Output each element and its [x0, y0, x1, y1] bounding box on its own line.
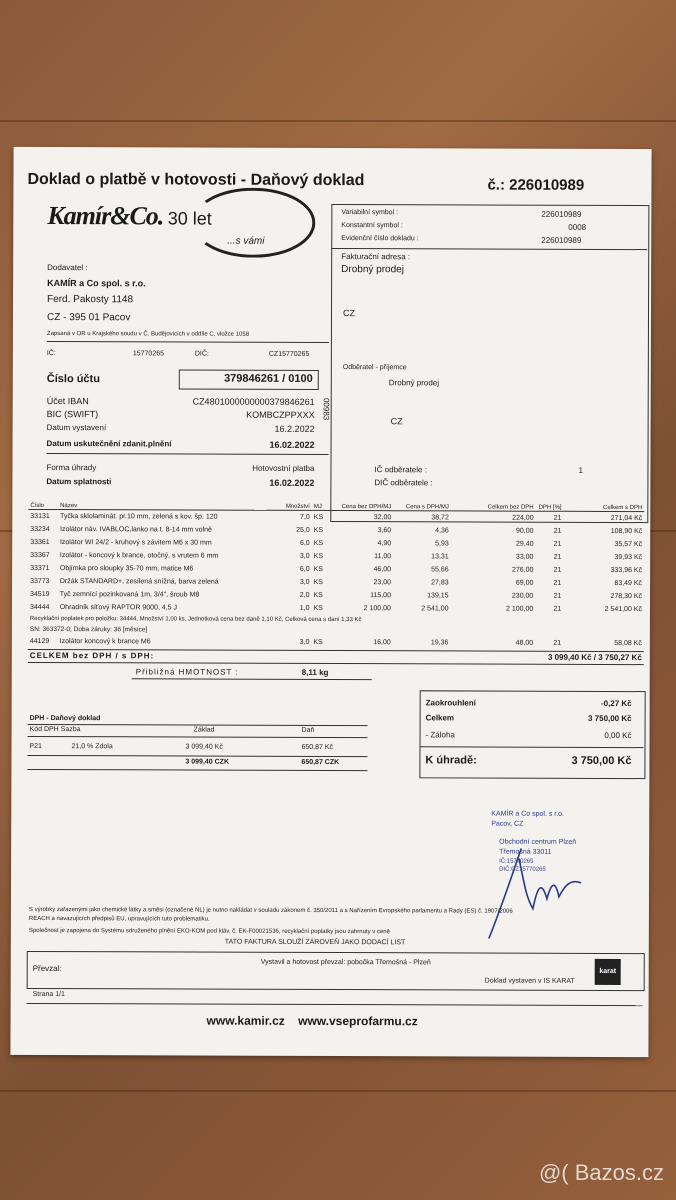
item-qty: 3,0 [299, 638, 310, 646]
payment-form: Hotovostní platba [252, 463, 315, 473]
vat-code: P21 [29, 742, 42, 750]
item-code: 34519 [30, 590, 50, 599]
item-price-inc: 5,93 [435, 540, 449, 548]
item-vat: 21 [553, 605, 562, 613]
item-total-inc: 39,93 Kč [614, 553, 643, 562]
rounding: -0,27 Kč [600, 698, 632, 709]
item-price-ex: 4,90 [377, 540, 392, 548]
legal-text-2: REACH a navazujících předpisů EU, upravujících tuto problematiku. [28, 915, 210, 923]
stamp-line5: IČ:15770265 [499, 858, 534, 865]
supplier-register: Zapsaná v OR u Krajského soudu v Č. Budějovicích v oddíle C, vložce 1058 [46, 331, 250, 338]
item-total-ex: 29,40 [515, 540, 534, 548]
document-title: Doklad o platbě v hotovosti - Daňový doklad [27, 170, 365, 190]
payment-form-label: Forma úhrady [46, 463, 97, 473]
item-code: 33367 [30, 551, 50, 560]
bazos-watermark: @( Bazos.cz [538, 1160, 664, 1185]
deposit-label: - Záloha [425, 730, 455, 740]
logo-years: 30 let [167, 208, 212, 229]
item-qty: 2,0 [299, 591, 310, 599]
item-total-ex: 69,00 [515, 579, 534, 587]
due-date-label: Datum splatnosti [46, 477, 112, 487]
rounding-label: Zaokrouhlení [425, 698, 476, 708]
stamp-line6: DIČ:CZ15770265 [499, 866, 546, 873]
item-price-ex: 2 100,00 [363, 605, 391, 613]
total: 3 750,00 Kč [587, 713, 632, 724]
delivery-note: TATO FAKTURA SLOUŽÍ ZÁROVEŇ JAKO DODACÍ LIST [224, 938, 406, 947]
item-code: 33371 [30, 564, 50, 573]
item-vat: 21 [553, 592, 562, 600]
vat-sum-base: 3 099,40 CZK [185, 758, 230, 766]
amount-due: 3 750,00 Kč [571, 754, 632, 768]
supplier-ic-label: IČ: [46, 350, 56, 358]
item-price-inc: 19,36 [430, 639, 449, 647]
variable-symbol-label: Variabilní symbol : [341, 209, 399, 217]
item-name: Ohradník síťový RAPTOR 9000, 4,5 J [59, 604, 178, 612]
item-vat: 21 [553, 514, 562, 522]
item-unit: KS [313, 513, 324, 521]
item-total-ex: 90,00 [516, 527, 534, 535]
item-qty: 3,0 [299, 552, 310, 560]
logo-brand: Kamír&Co. [47, 201, 164, 231]
system-note: Doklad vystaven v IS KARAT [484, 977, 575, 985]
supplier-ic: 15770265 [132, 350, 165, 358]
totals-amount: 3 099,40 Kč / 3 750,27 Kč [547, 652, 642, 663]
receiver-label: Převzal: [32, 963, 62, 974]
page-number: Strana 1/1 [32, 990, 65, 999]
karat-logo: karat [595, 959, 621, 985]
item-vat: 21 [553, 527, 562, 535]
item-code: 33773 [30, 577, 50, 586]
billing-name: Drobný prodej [341, 264, 404, 276]
item-name: Objímka pro sloupky 35-70 mm, matice M6 [59, 565, 194, 573]
item-qty: 7,0 [300, 513, 310, 521]
item-price-ex: 16,00 [373, 639, 391, 647]
col-code: Číslo [28, 493, 58, 510]
item-unit: KS [313, 565, 323, 573]
invoice-paper [10, 147, 651, 1057]
stamp-line4: Třemošná 33011 [499, 848, 552, 856]
customer-name: Drobný prodej [388, 378, 440, 388]
issued-by: Vystavil a hotovost převzal: pobočka Třemošná - Plzeň [260, 958, 431, 967]
items-table [28, 493, 645, 650]
item-name: Tyč zemnící pozinkovaná 1m, 3/4", šroub M8 [59, 591, 200, 599]
item-qty: 6,0 [299, 539, 310, 547]
item-price-inc: 55,66 [431, 566, 449, 574]
item-total-ex: 224,00 [512, 514, 534, 522]
bic: KOMBCZPPXXX [246, 409, 315, 420]
item-total-inc: 2 541,00 Kč [604, 605, 642, 614]
item-price-ex: 46,00 [373, 566, 392, 574]
customer-dic-label: DIČ odběratele : [374, 478, 433, 488]
taxable-date-label: Datum uskutečnění zdanit.plnění [46, 439, 172, 449]
iban-label: Účet IBAN [46, 396, 89, 407]
iban: CZ4801000000000379846261 [192, 396, 315, 407]
item-price-ex: 23,00 [373, 579, 392, 587]
legal-text-1: S výrobky zařazenými jako chemické látky a směsi (označené NL) je nutno nakládat v souladu zákonem č. 350/2011 a s Nařízením Evropského parlamentu a Rady (ES) č. 1907/2006 [28, 906, 513, 915]
deposit: 0,00 Kč [604, 730, 632, 741]
item-total-ex: 276,00 [511, 566, 534, 574]
stamp-line1: KAMÍR a Co spol. s r.o. [491, 810, 565, 818]
signature [481, 839, 591, 949]
legal-text-3: Společnost je zapojena do Systému sdruženého plnění EKO-KOM pod kláv. č. EK-F00021536, recyklační poplatky jsou zahrnuty v ceně [28, 927, 390, 936]
item-name: Izolátor WI 24/2 - kruhový s závitem M6 x 30 mm [59, 539, 212, 547]
item-price-inc: 38,72 [431, 514, 449, 522]
customer-ic: 1 [578, 465, 583, 475]
item-code: 33131 [30, 512, 50, 521]
item-qty: 25,0 [296, 526, 310, 534]
amount-due-label: K úhradě: [425, 754, 477, 767]
item-total-ex: 48,00 [515, 639, 534, 647]
item-price-ex: 115,00 [370, 592, 391, 600]
item-code: 44129 [29, 637, 50, 646]
issued-date: 16.2.2022 [274, 423, 315, 434]
item-price-inc: 2 541,00 [421, 605, 449, 613]
item-unit: KS [313, 526, 324, 534]
item-total-inc: 58,08 Kč [614, 639, 642, 648]
document-number: č.: 226010989 [487, 176, 585, 194]
stamp-line2: Pacov, CZ [491, 820, 524, 828]
item-unit: KS [313, 591, 323, 599]
item-name: Tyčka sklolaminát. pr.10 mm, zelená s kov. šp. 120 [60, 513, 218, 521]
item-vat: 21 [553, 553, 562, 561]
vat-header-tax: Daň [301, 726, 315, 734]
supplier-city: CZ - 395 01 Pacov [46, 312, 131, 324]
item-total-inc: 108,90 Kč [610, 527, 643, 536]
vat-header-base: Základ [193, 726, 215, 734]
item-qty: 6,0 [299, 565, 310, 573]
evidence-number: 226010989 [541, 235, 582, 245]
supplier-name: KAMÍR a Co spol. s r.o. [47, 278, 146, 289]
company-logo [47, 201, 212, 232]
item-unit: KS [313, 578, 323, 586]
item-total-ex: 2 100,00 [506, 605, 534, 613]
item-unit: KS [313, 638, 323, 646]
col-name: Název [58, 493, 266, 510]
billing-country: CZ [342, 308, 356, 319]
supplier-label: Dodavatel : [47, 263, 88, 273]
total-label: Celkem [425, 713, 455, 723]
col-total-ex: Celkem bez DPH [451, 494, 536, 511]
col-qty: Množství [266, 494, 311, 511]
serial-note: SN: 363372-0; Doba záruky: 36 [měsíce] [29, 625, 148, 634]
totals-label: CELKEM bez DPH / s DPH: [29, 650, 155, 661]
item-unit: KS [313, 539, 324, 547]
billing-address-label: Fakturační adresa : [341, 252, 411, 262]
item-name: Držák STANDARD+, zesílená snížná, barva zelená [59, 578, 219, 586]
col-unit: MJ [312, 494, 338, 511]
taxable-date: 16.02.2022 [269, 439, 315, 450]
vat-tax: 650,87 Kč [301, 743, 334, 752]
item-price-inc: 27,83 [431, 579, 449, 587]
item-total-inc: 35,57 Kč [614, 540, 643, 549]
item-code: 33361 [30, 538, 50, 547]
item-total-inc: 333,96 Kč [610, 566, 643, 575]
item-vat: 21 [553, 639, 562, 647]
item-qty: 3,0 [299, 578, 310, 586]
col-price-ex: Cena bez DPH/MJ [337, 494, 393, 511]
customer-side-code: 00983 [321, 397, 331, 421]
supplier-dic-label: DIČ: [194, 350, 209, 358]
constant-symbol-label: Konstantní symbol : [341, 222, 403, 230]
item-price-inc: 13,31 [431, 553, 449, 561]
col-total-inc: Celkem s DPH [564, 495, 645, 512]
issued-date-label: Datum vystavení [46, 423, 107, 433]
item-vat: 21 [553, 540, 562, 548]
item-name: Izolátor - koncový k brance, otočný, s vrutem 6 mm [59, 552, 219, 560]
item-price-ex: 32,00 [373, 514, 392, 522]
constant-symbol: 0008 [568, 222, 587, 232]
item-price-inc: 4,36 [435, 527, 449, 535]
vat-rate: 21,0 % Zdola [71, 743, 113, 751]
vat-header-code: Kód DPH Sazba [29, 725, 81, 734]
item-qty: 1,0 [299, 604, 310, 612]
customer-label: Odběratel - příjemce [342, 364, 407, 372]
item-unit: KS [313, 604, 323, 612]
col-price-inc: Cena s DPH/MJ [393, 494, 451, 511]
vat-summary-title: DPH - Daňový doklad [29, 714, 101, 723]
variable-symbol: 226010989 [541, 209, 582, 219]
table-row [28, 635, 644, 650]
customer-ic-label: IČ odběratele : [374, 465, 427, 475]
item-price-ex: 11,00 [374, 553, 392, 561]
item-code: 34444 [29, 603, 50, 612]
item-total-ex: 33,00 [515, 553, 534, 561]
website-links: www.kamir.cz www.vseprofarmu.cz [206, 1013, 418, 1029]
weight-label: Přibližná HMOTNOST : [135, 667, 239, 677]
weight: 8,11 kg [301, 667, 329, 677]
item-code: 33234 [30, 525, 50, 534]
item-vat: 21 [553, 566, 562, 574]
due-date: 16.02.2022 [269, 477, 315, 488]
supplier-dic: CZ15770265 [268, 350, 310, 358]
item-unit: KS [313, 552, 324, 560]
account-label: Číslo účtu [46, 373, 100, 386]
vat-base: 3 099,40 Kč [185, 743, 223, 751]
item-name: Izolátor koncový k brance M6 [59, 638, 151, 646]
item-price-ex: 3,60 [377, 527, 392, 535]
vat-sum-tax: 650,87 CZK [301, 758, 340, 767]
item-price-inc: 139,15 [427, 592, 449, 600]
item-total-inc: 278,30 Kč [610, 592, 643, 601]
account-number: 379846261 / 0100 [224, 372, 313, 385]
recycling-note: Recyklační poplatek pro položku: 34444, Množství 1,00 ks, Jednotková cena bez daně 1,10 Kč, Celková cena s daní 1,33 Kč [29, 615, 362, 624]
item-total-inc: 271,04 Kč [610, 514, 643, 523]
item-name: Izolátor náv. IVABLOC,lanko na t. 8-14 mm volně [60, 526, 212, 534]
item-total-inc: 83,49 Kč [614, 579, 643, 588]
item-total-ex: 230,00 [511, 592, 534, 600]
supplier-street: Ferd. Pakosty 1148 [47, 294, 134, 306]
item-vat: 21 [553, 579, 562, 587]
bic-label: BIC (SWIFT) [46, 409, 99, 420]
logo-tagline: ...s vámi [227, 235, 265, 247]
customer-country: CZ [390, 416, 403, 427]
col-vat: DPH [%] [536, 495, 564, 512]
footer-box [27, 951, 645, 991]
stamp-line3: Obchodní centrum Plzeň [499, 838, 577, 846]
evidence-number-label: Evidenční číslo dokladu : [341, 235, 419, 243]
